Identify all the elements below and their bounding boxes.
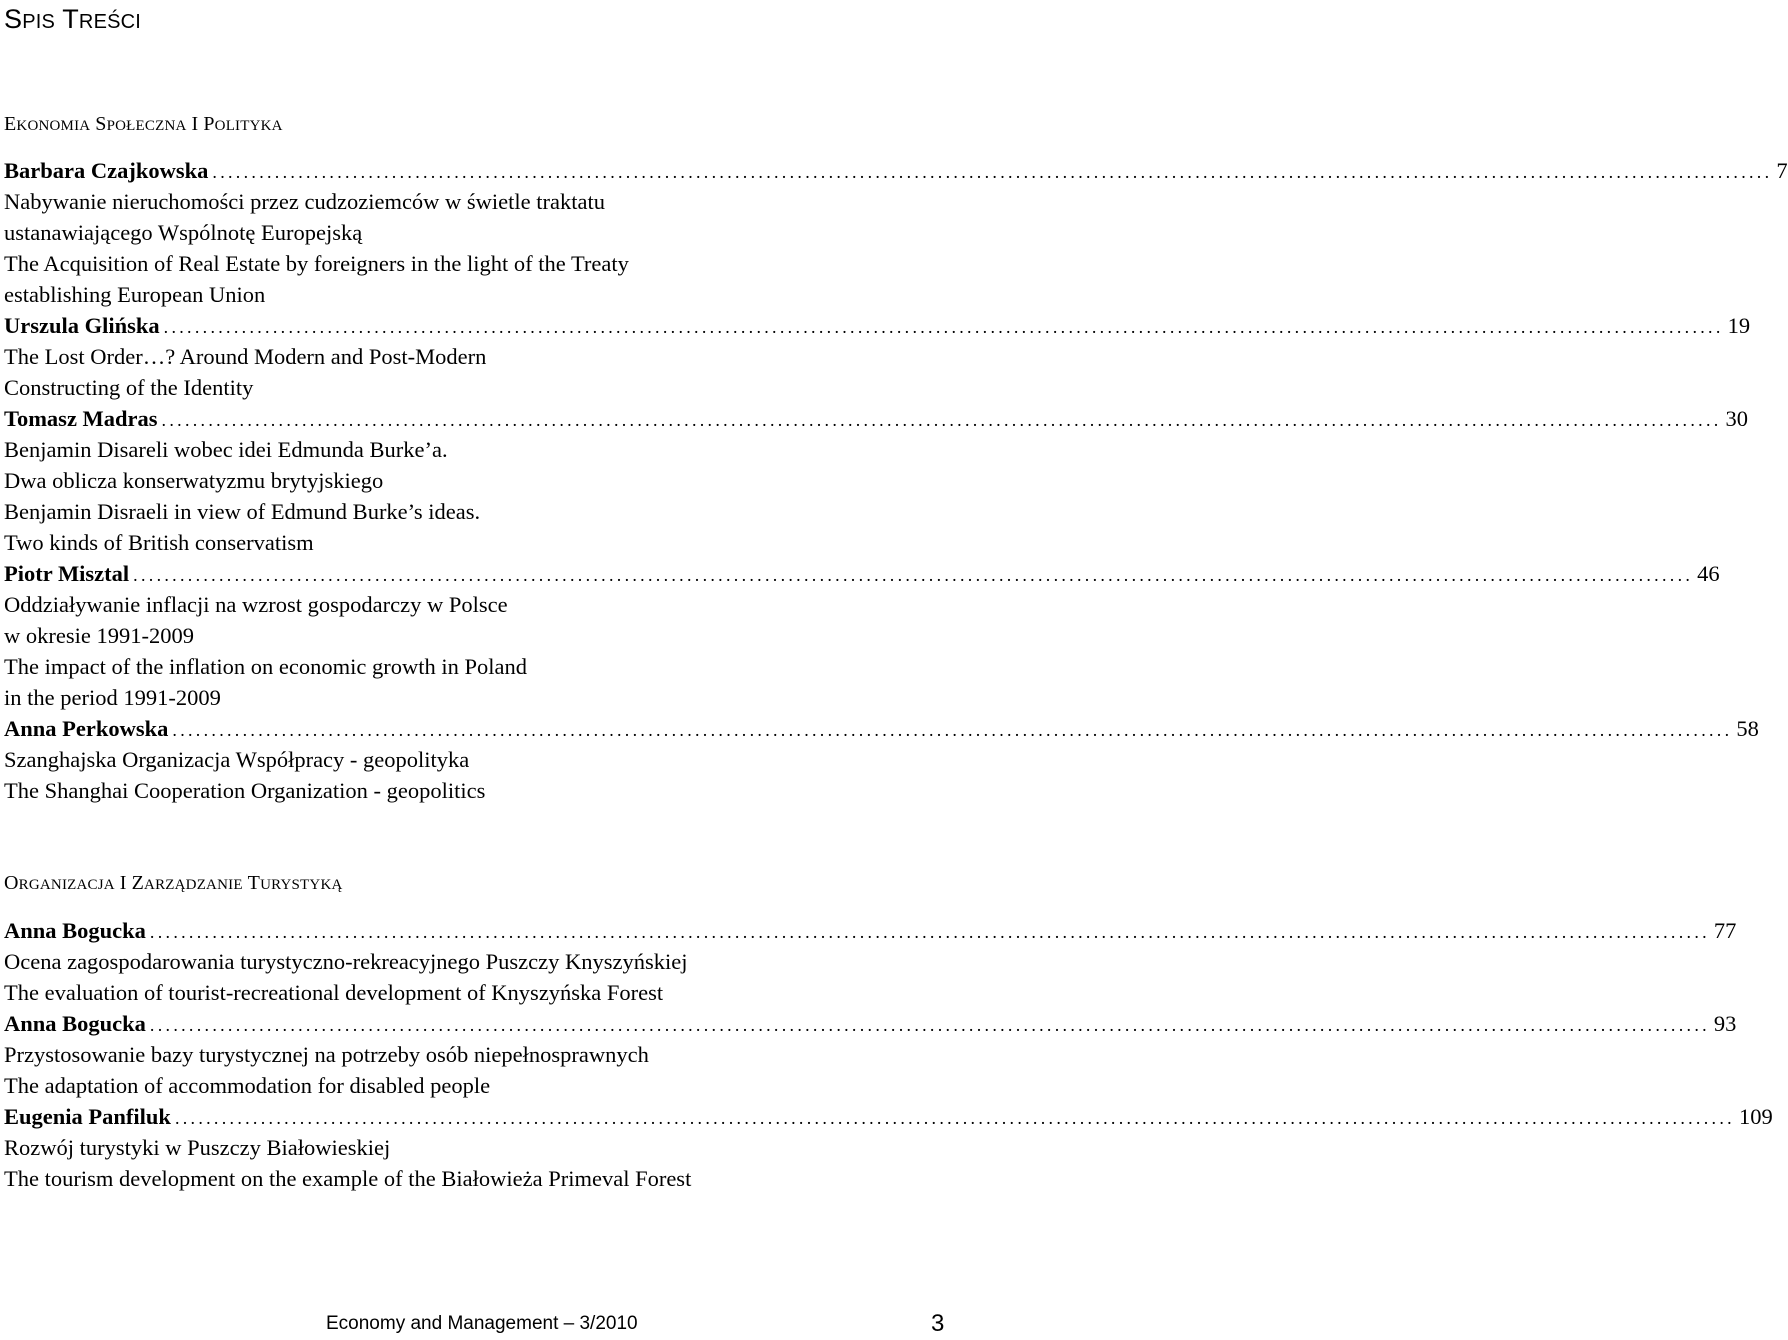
toc-entry-author-row (4, 310, 1751, 341)
entry-title-line: Ocena zagospodarowania turystyczno-rekreacyjnego Puszczy Knyszyńskiej (4, 949, 688, 974)
entry-page-number[interactable]: 19 (1727, 313, 1751, 338)
entry-page-number[interactable]: 109 (1738, 1104, 1773, 1129)
entry-title-line: The Shanghai Cooperation Organization - geopolitics (4, 778, 486, 803)
entry-title-line: Oddziaływanie inflacji na wzrost gospodarczy w Polsce (4, 592, 508, 617)
entry-author: Eugenia Panfiluk (4, 1104, 171, 1129)
entry-title-line: Dwa oblicza konserwatyzmu brytyjskiego (4, 468, 384, 493)
entry-author: Tomasz Madras (4, 406, 158, 431)
entry-author: Urszula Glińska (4, 313, 160, 338)
entry-page-number[interactable]: 93 (1713, 1011, 1737, 1036)
toc-entry-author-row (4, 155, 1788, 186)
toc-title: SPIS TREŚCI (4, 4, 142, 34)
entry-page-number[interactable]: 77 (1713, 918, 1737, 943)
toc-entry[interactable] (4, 310, 1751, 403)
toc-entry[interactable] (4, 713, 1759, 806)
dot-leader: ........................................................................................................................................................................................................ (212, 162, 1773, 182)
dot-leader: ........................................................................................................................................................................................................ (149, 922, 1710, 942)
entry-title-line: The impact of the inflation on economic growth in Poland (4, 654, 528, 679)
toc-entry-author-row (4, 558, 1720, 589)
entry-author: Barbara Czajkowska (4, 158, 209, 183)
entry-title-line: in the period 1991-2009 (4, 685, 221, 710)
entry-title-line: The Lost Order…? Around Modern and Post-Modern (4, 344, 487, 369)
entry-title-line: Nabywanie nieruchomości przez cudzoziemców w świetle traktatu (4, 189, 606, 214)
toc-entry[interactable] (4, 558, 1720, 713)
toc-entry-author-row (4, 1101, 1773, 1132)
entry-page-number[interactable]: 30 (1725, 406, 1749, 431)
entry-author: Anna Bogucka (4, 918, 146, 943)
toc-entry-list (4, 155, 1788, 806)
entry-title-line: Przystosowanie bazy turystycznej na potrzeby osób niepełnosprawnych (4, 1042, 649, 1067)
toc-entry[interactable] (4, 1101, 1773, 1194)
toc-entry-author-row (4, 1008, 1737, 1039)
entry-title-line: Rozwój turystyki w Puszczy Białowieskiej (4, 1135, 391, 1160)
entry-author: Anna Bogucka (4, 1011, 146, 1036)
dot-leader: ........................................................................................................................................................................................................ (163, 317, 1724, 337)
footer-page-number: 3 (931, 1310, 945, 1337)
toc-entry[interactable] (4, 1008, 1737, 1101)
entry-title-line: Two kinds of British conservatism (4, 530, 314, 555)
entry-title-line: The Acquisition of Real Estate by foreigners in the light of the Treaty (4, 251, 629, 276)
entry-author: Piotr Misztal (4, 561, 130, 586)
dot-leader: ........................................................................................................................................................................................................ (174, 1108, 1735, 1128)
dot-leader: ........................................................................................................................................................................................................ (172, 720, 1733, 740)
section-heading: EKONOMIA SPOŁECZNA I POLITYKA (4, 113, 283, 135)
entry-title-line: Szanghajska Organizacja Współpracy - geopolityka (4, 747, 470, 772)
entry-title-line: The evaluation of tourist-recreational development of Knyszyńska Forest (4, 980, 664, 1005)
toc-entry-author-row (4, 713, 1759, 744)
dot-leader: ........................................................................................................................................................................................................ (133, 565, 1694, 585)
entry-author: Anna Perkowska (4, 716, 169, 741)
entry-title-line: The tourism development on the example of the Białowieża Primeval Forest (4, 1166, 692, 1191)
entry-title-line: w okresie 1991-2009 (4, 623, 194, 648)
toc-entry[interactable] (4, 155, 1788, 310)
footer-journal: Economy and Management – 3/2010 (326, 1313, 638, 1334)
dot-leader: ........................................................................................................................................................................................................ (149, 1015, 1710, 1035)
entry-page-number[interactable]: 58 (1736, 716, 1759, 741)
entry-title-line: Constructing of the Identity (4, 375, 254, 400)
dot-leader: ........................................................................................................................................................................................................ (161, 410, 1722, 430)
toc-entry[interactable] (4, 403, 1749, 558)
entry-title-line: establishing European Union (4, 282, 266, 307)
entry-title-line: ustanawiającego Wspólnotę Europejską (4, 220, 363, 245)
toc-entry-author-row (4, 403, 1749, 434)
toc-entry-list (4, 915, 1773, 1194)
entry-page-number[interactable]: 7 (1776, 158, 1788, 183)
entry-title-line: Benjamin Disraeli in view of Edmund Burke’s ideas. (4, 499, 481, 524)
toc-entry[interactable] (4, 915, 1737, 1008)
entry-page-number[interactable]: 46 (1697, 561, 1720, 586)
entry-title-line: The adaptation of accommodation for disabled people (4, 1073, 491, 1098)
entry-title-line: Benjamin Disareli wobec idei Edmunda Burke’a. (4, 437, 448, 462)
section-heading: ORGANIZACJA I ZARZĄDZANIE TURYSTYKĄ (4, 872, 343, 894)
toc-entry-author-row (4, 915, 1737, 946)
